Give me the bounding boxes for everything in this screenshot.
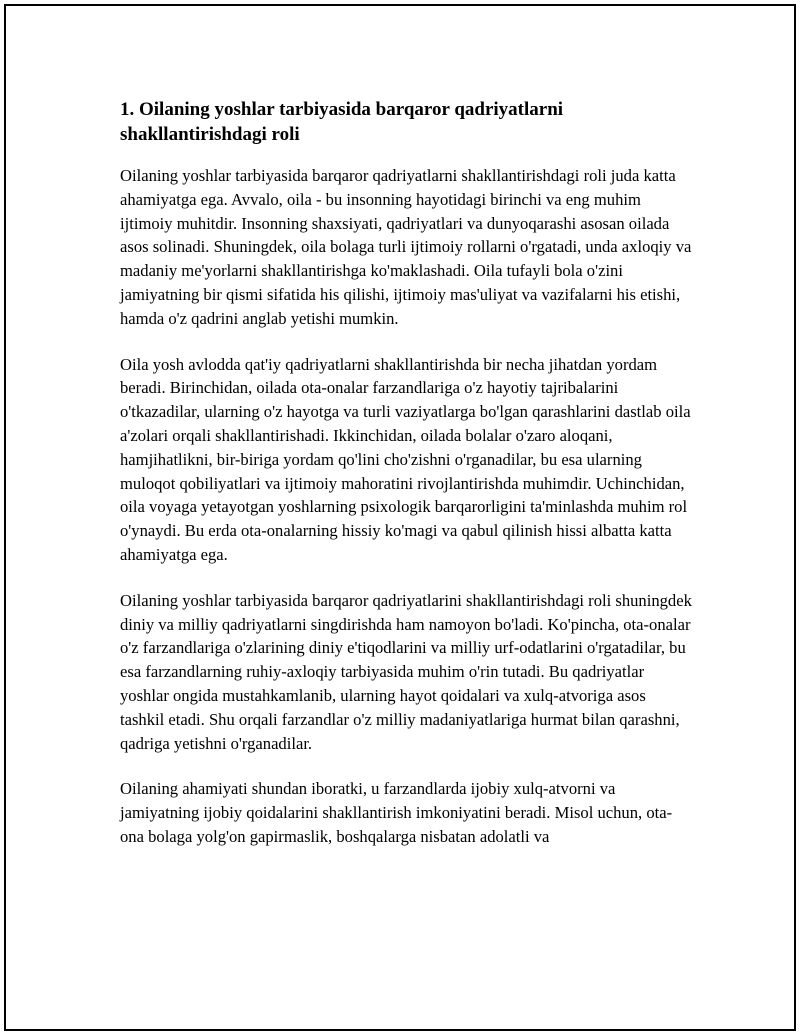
document-body (120, 97, 692, 871)
paragraph-1: Oilaning yoshlar tarbiyasida barqaror qadriyatlarni shakllantirishdagi roli juda katta ahamiyatga ega. Avvalo, oila - bu insonning hayotidagi birinchi va eng muhim ijtimoiy muhitdir. Insonning shaxsiyati, qadriyatlari va dunyoqarashi asosan oilada asos solinadi. Shuningdek, oila bolaga turli ijtimoiy rollarni o'rgatadi, unda axloqiy va madaniy me'yorlarni shakllantirishga ko'maklashadi. Oila tufayli bola o'zini jamiyatning bir qismi sifatida his qilishi, ijtimoiy mas'uliyat va vazifalarni his etishi, hamda o'z qadrini anglab yetishi mumkin. (120, 166, 692, 328)
paragraph-2: Oila yosh avlodda qat'iy qadriyatlarni shakllantirishda bir necha jihatdan yordam beradi. Birinchidan, oilada ota-onalar farzandlariga o'z hayotiy tajribalarini o'tkazadilar, ularning o'z hayotga va turli vaziyatlarga bo'lgan qarashlarini dastlab oila a'zolari orqali shakllantirishadi. Ikkinchidan, oilada bolalar o'zaro aloqani, hamjihatlikni, bir-biriga yordam qo'lini cho'zishni o'rganadilar, bu esa ularning muloqot qobiliyatlari va ijtimoiy mahoratini rivojlantirishda muhimdir. Uchinchidan, oila voyaga yetayotgan yoshlarning psixologik barqarorligini ta'minlashda muhim rol o'ynaydi. Bu erda ota-onalarning hissiy ko'magi va qabul qilinish hissi albatta katta ahamiyatga ega. (120, 354, 691, 564)
section-title: 1. Oilaning yoshlar tarbiyasida barqaror qadriyatlarni shakllantirishdagi roli (120, 99, 564, 145)
paragraph-3: Oilaning yoshlar tarbiyasida barqaror qadriyatlarini shakllantirishdagi roli shuningdek diniy va milliy qadriyatlarni singdirishda ham namoyon bo'ladi. Ko'pincha, ota-onalar o'z farzandlariga o'zlarining diniy e'tiqodlarini va milliy urf-odatlarini o'rgatadilar, bu esa farzandlarning ruhiy-axloqiy tarbiyasida muhim o'rin tutadi. Bu qadriyatlar yoshlar ongida mustahkamlanib, ularning hayot qoidalari va xulq-atvoriga asos tashkil etadi. Shu orqali farzandlar o'z milliy madaniyatlariga hurmat bilan qarashni, qadriga yetishni o'rganadilar. (120, 590, 692, 753)
paragraph-4: Oilaning ahamiyati shundan iboratki, u farzandlarda ijobiy xulq-atvorni va jamiyatning ijobiy qoidalarini shakllantirish imkoniyatini beradi. Misol uchun, ota-ona bolaga yolg'on gapirmaslik, boshqalarga nisbatan adolatli va (120, 779, 673, 846)
document-page (4, 4, 796, 1031)
